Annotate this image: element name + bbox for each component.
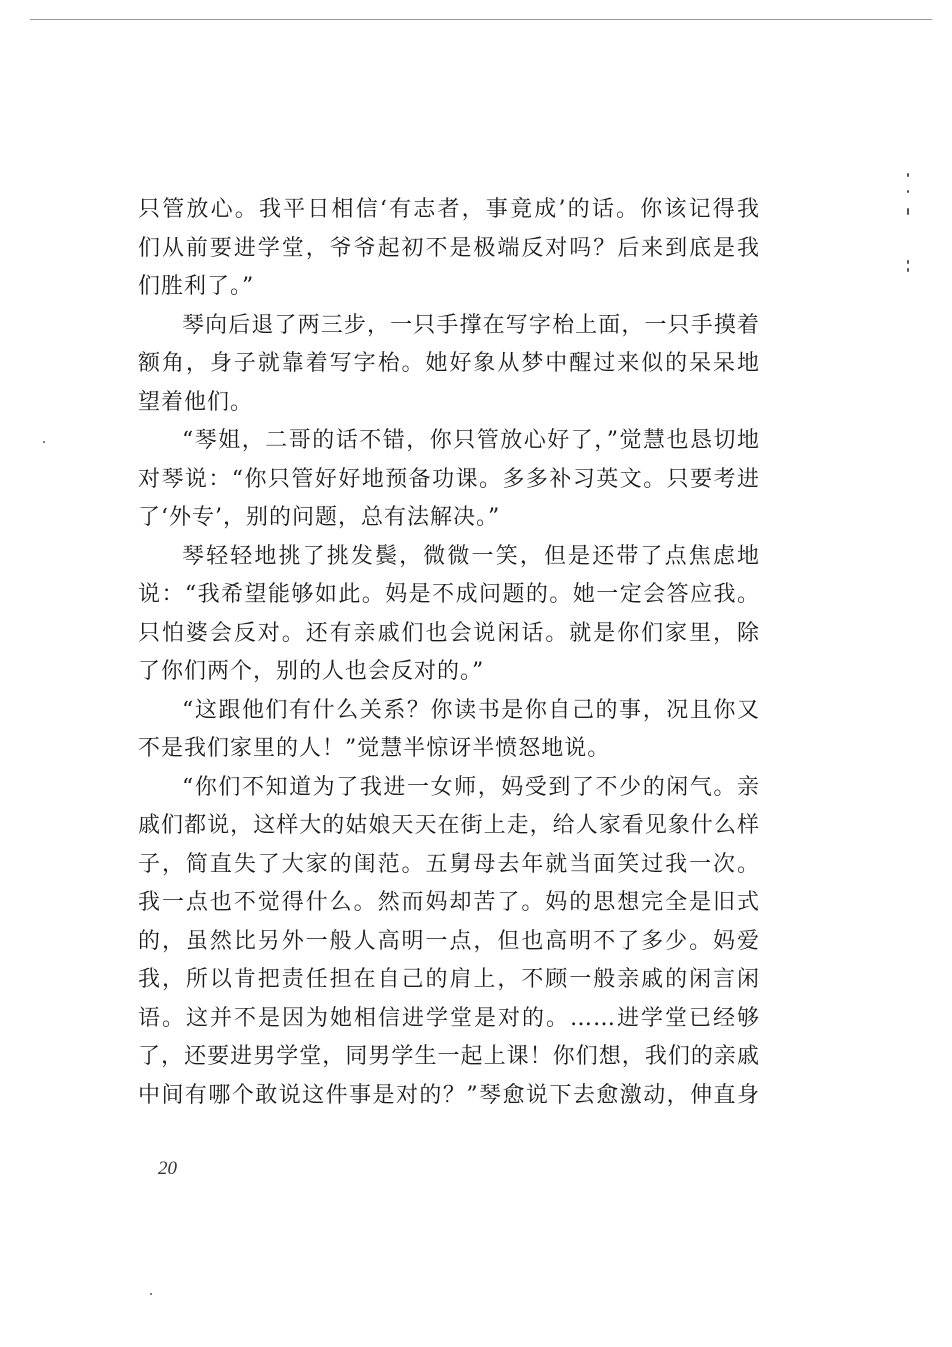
scan-speck (907, 190, 909, 193)
text-line: 额角，身子就靠着写字枱。她好象从梦中醒过来似的呆呆地 (138, 351, 760, 376)
body-text (138, 191, 760, 1115)
text-line: 只怕婆会反对。还有亲戚们也会说闲话。就是你们家里，除 (138, 620, 760, 646)
page-number: 20 (158, 1158, 177, 1179)
text-line: 们从前要进学堂，爷爷起初不是极端反对吗？后来到底是我 (138, 235, 760, 261)
scan-speck (150, 1293, 152, 1295)
text-line: “琴姐，二哥的话不错，你只管放心好了，”觉慧也恳切地 (182, 428, 760, 453)
text-line: 琴轻轻地挑了挑发鬓，微微一笑，但是还带了点焦虑地 (182, 543, 760, 569)
text-line: 中间有哪个敢说这件事是对的？”琴愈说下去愈激动，伸直身 (138, 1082, 760, 1108)
text-line: 们胜利了。” (138, 274, 255, 299)
text-line: 只管放心。我平日相信‘有志者，事竟成’的话。你该记得我 (138, 197, 760, 222)
top-rule (30, 19, 932, 20)
text-line: 我，所以肯把责任担在自己的肩上，不顾一般亲戚的闲言闲 (138, 967, 760, 992)
text-line: 了‘外专’，别的问题，总有法解决。” (138, 505, 501, 530)
text-line: 对琴说：“你只管好好地预备功课。多多补习英文。只要考进 (138, 466, 760, 492)
scan-speck (907, 208, 909, 215)
text-line: 琴向后退了两三步，一只手撑在写字枱上面，一只手摸着 (182, 312, 760, 338)
scan-speck (907, 268, 909, 272)
scan-speck (907, 173, 909, 177)
text-line: “你们不知道为了我进一女师，妈受到了不少的闲气。亲 (182, 774, 760, 800)
scan-speck (43, 441, 45, 443)
text-line: 我一点也不觉得什么。然而妈却苦了。妈的思想完全是旧式 (138, 890, 760, 915)
text-line: 的，虽然比另外一般人高明一点，但也高明不了多少。妈爱 (138, 928, 760, 954)
text-line: 了你们两个，别的人也会反对的。” (138, 659, 485, 684)
scan-speck (907, 260, 909, 264)
text-line: 说：“我希望能够如此。妈是不成问题的。她一定会答应我。 (138, 582, 760, 607)
text-line: 不是我们家里的人！”觉慧半惊讶半愤怒地说。 (138, 736, 611, 761)
text-line: 了，还要进男学堂，同男学生一起上课！你们想，我们的亲戚 (138, 1044, 760, 1069)
text-line: 望着他们。 (138, 389, 254, 415)
text-line: 戚们都说，这样大的姑娘天天在街上走，给人家看见象什么样 (138, 813, 760, 838)
text-line: 语。这并不是因为她相信进学堂是对的。……进学堂已经够 (138, 1005, 760, 1031)
text-line: “这跟他们有什么关系？你读书是你自己的事，况且你又 (182, 697, 760, 723)
text-line: 子，简直失了大家的闺范。五舅母去年就当面笑过我一次。 (138, 851, 760, 877)
